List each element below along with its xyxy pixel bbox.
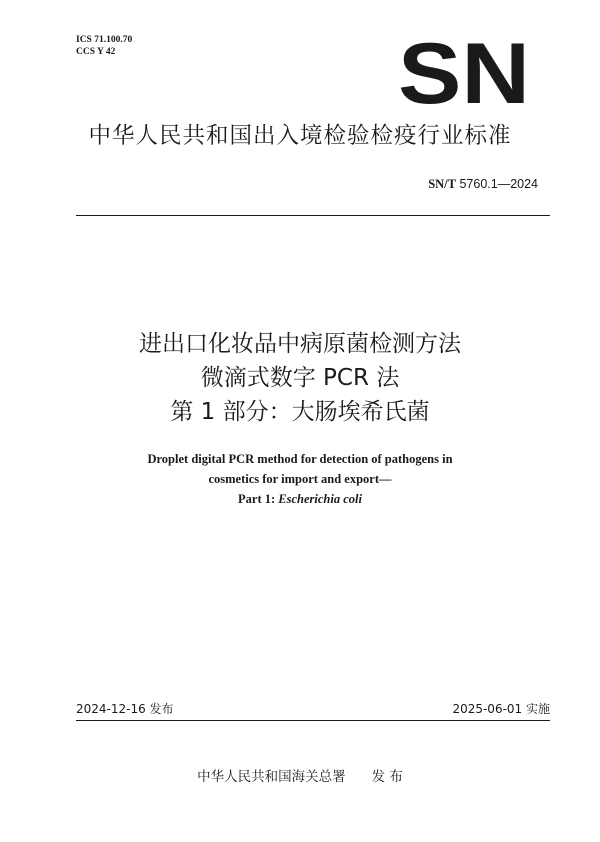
- sn-logo: [396, 40, 532, 108]
- english-title-line-2: cosmetics for import and export—: [208, 472, 392, 486]
- standard-code: 5760.1—2024: [455, 177, 538, 191]
- ics-code: ICS 71.100.70: [76, 35, 133, 45]
- issuing-body-title: 中华人民共和国出入境检验检疫行业标准: [88, 123, 512, 149]
- chinese-title: [0, 327, 600, 429]
- chinese-title-line-2: 微滴式数字 PCR 法: [200, 365, 400, 391]
- publisher-action: 发 布: [371, 769, 403, 785]
- english-title-part-label: Part 1:: [238, 492, 279, 506]
- publisher-line: [0, 765, 600, 785]
- standard-number: [428, 177, 538, 192]
- english-title-line-3: [0, 489, 600, 509]
- english-title: [0, 449, 600, 509]
- sn-logo-text: SN: [398, 40, 530, 108]
- implementation-date: 2025-06-01 实施: [452, 702, 550, 716]
- chinese-title-line-3: 第 1 部分：大肠埃希氏菌: [170, 399, 430, 425]
- header-divider: [76, 215, 550, 216]
- classification-codes: [76, 34, 132, 58]
- english-title-organism: Escherichia coli: [278, 492, 362, 506]
- footer-divider: [76, 720, 550, 721]
- chinese-title-line-1: 进出口化妆品中病原菌检测方法: [139, 331, 461, 357]
- ccs-code: CCS Y 42: [76, 47, 116, 57]
- publisher-name: 中华人民共和国海关总署: [197, 769, 346, 785]
- issue-date: 2024-12-16 发布: [76, 702, 174, 716]
- standard-prefix: SN/T: [428, 177, 456, 191]
- english-title-line-1: Droplet digital PCR method for detection of pathogens in: [147, 452, 453, 466]
